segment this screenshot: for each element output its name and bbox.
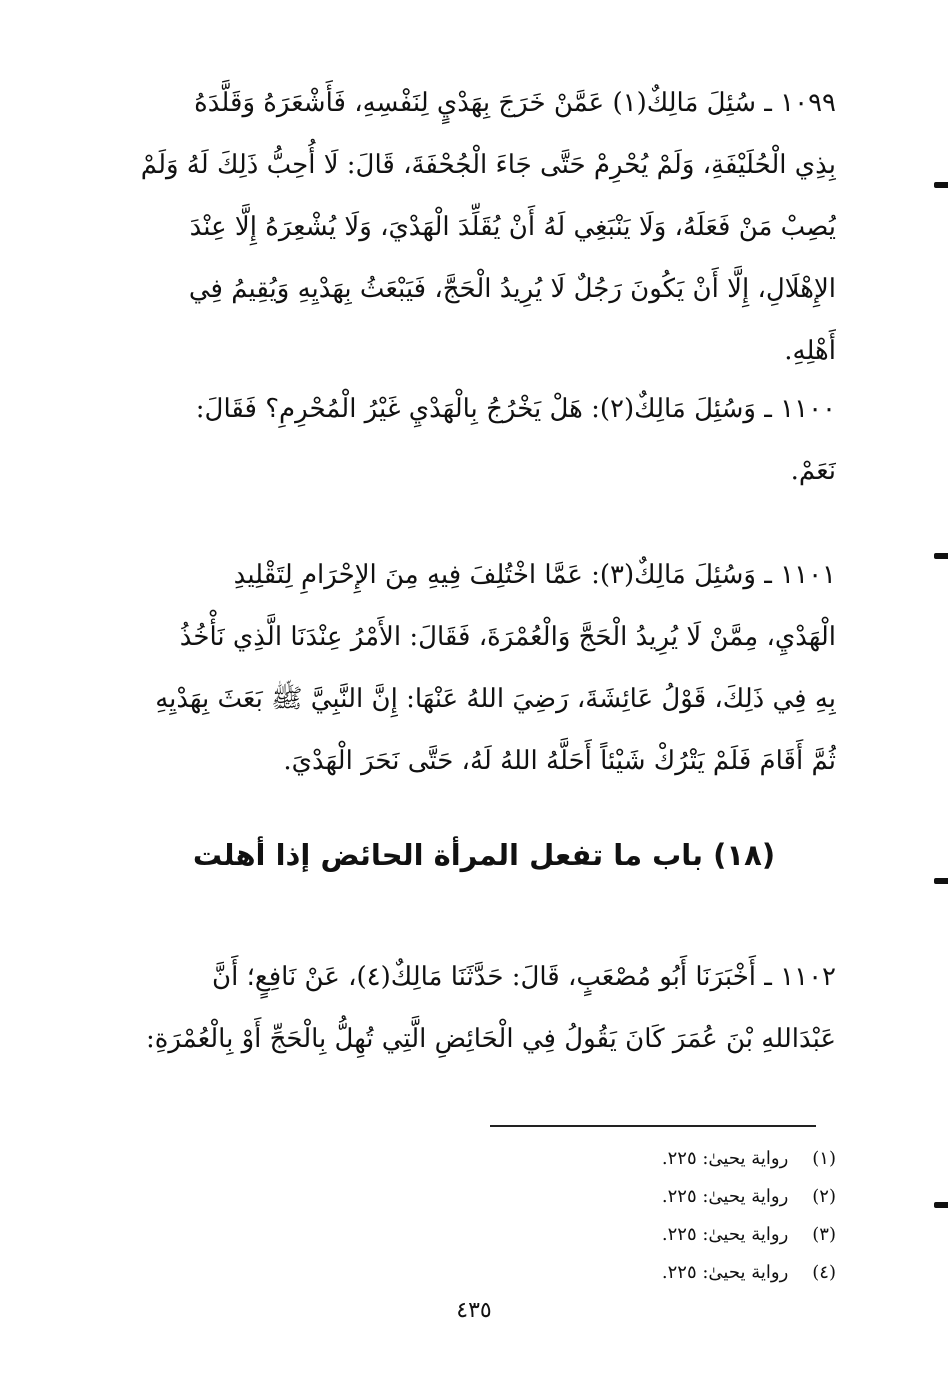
footnote-divider xyxy=(490,1125,816,1127)
footnotes xyxy=(560,1140,836,1292)
footnote-number: (٢) xyxy=(812,1186,836,1207)
page-edge-mark xyxy=(934,553,948,559)
hadith-1101 xyxy=(132,544,836,792)
text-line: يُصِبْ مَنْ فَعَلَهُ، وَلَا يَنْبَغِي لَهُ أَنْ يُقَلِّدَ الْهَدْيَ، وَلَا يُشْعِرَهُ إِلَّا عِنْدَ xyxy=(189,212,836,242)
footnote-number: (٤) xyxy=(812,1262,836,1283)
footnote-number: (١) xyxy=(812,1148,836,1169)
footnote-text: رواية يحيىٰ: ٢٢٥. xyxy=(661,1262,789,1283)
page-edge-mark xyxy=(934,878,948,884)
page-edge-mark xyxy=(934,1202,948,1208)
hadith-1102 xyxy=(132,946,836,1070)
text-line: أَهْلِهِ. xyxy=(784,336,836,366)
text-line: ثُمَّ أَقَامَ فَلَمْ يَتْرُكْ شَيْئاً أَحَلَّهُ اللهُ لَهُ، حَتَّى نَحَرَ الْهَدْيَ. xyxy=(283,746,836,776)
hadith-1100 xyxy=(132,378,836,502)
text-line: الإِهْلَالِ، إِلَّا أَنْ يَكُونَ رَجُلٌ لَا يُرِيدُ الْحَجَّ، فَيَبْعَثُ بِهَدْيِهِ وَيُقِيمُ فِي xyxy=(188,274,836,304)
text-line: الْهَدْيِ، مِمَّنْ لَا يُرِيدُ الْحَجَّ وَالْعُمْرَةَ، فَقَالَ: الأَمْرُ عِنْدَنَا الَّذِي نَأْخُذُ xyxy=(179,622,836,652)
footnote-text: رواية يحيىٰ: ٢٢٥. xyxy=(661,1224,789,1245)
text-line: نَعَمْ. xyxy=(790,456,836,486)
hadith-1099 xyxy=(132,72,836,382)
text-line: ١١٠١ ـ وَسُئِلَ مَالِكٌ(٣): عَمَّا اخْتُلِفَ فِيهِ مِنَ الإِحْرَامِ لِتَقْلِيدِ xyxy=(233,560,836,590)
footnote-item xyxy=(560,1140,836,1178)
text-line: بِهِ فِي ذَلِكَ، قَوْلُ عَائِشَةَ، رَضِيَ اللهُ عَنْهَا: إِنَّ النَّبِيَّ ﷺ بَعَثَ بِهَدْيِهِ xyxy=(155,684,836,714)
footnote-text: رواية يحيىٰ: ٢٢٥. xyxy=(661,1186,789,1207)
footnote-item xyxy=(560,1254,836,1292)
page-number: ٤٣٥ xyxy=(456,1298,492,1323)
text-line: ١١٠٠ ـ وَسُئِلَ مَالِكٌ(٢): هَلْ يَخْرُجُ بِالْهَدْيِ غَيْرُ الْمُحْرِمِ؟ فَقَالَ: xyxy=(195,394,836,424)
page-edge-mark xyxy=(934,182,948,188)
footnote-number: (٣) xyxy=(812,1224,836,1245)
footnote-text: رواية يحيىٰ: ٢٢٥. xyxy=(661,1148,789,1169)
chapter-heading: (١٨) باب ما تفعل المرأة الحائض إذا أهلت xyxy=(192,838,776,872)
text-line: ١١٠٢ ـ أَخْبَرَنَا أَبُو مُصْعَبٍ، قَالَ: حَدَّثَنَا مَالِكٌ(٤)، عَنْ نَافِعٍ؛ أَنَّ xyxy=(212,962,836,992)
footnote-item xyxy=(560,1216,836,1254)
footnote-item xyxy=(560,1178,836,1216)
text-line: بِذِي الْحُلَيْفَةِ، وَلَمْ يُحْرِمْ حَتَّى جَاءَ الْجُحْفَةَ، قَالَ: لَا أُحِبُّ ذَلِكَ لَهُ وَلَمْ xyxy=(140,150,836,180)
text-line: عَبْدَاللهِ بْنَ عُمَرَ كَانَ يَقُولُ فِي الْحَائِضِ الَّتِي تُهِلُّ بِالْحَجِّ أَوْ بِالْعُمْرَةِ: xyxy=(145,1024,836,1054)
text-line: ١٠٩٩ ـ سُئِلَ مَالِكٌ(١) عَمَّنْ خَرَجَ بِهَدْيٍ لِنَفْسِهِ، فَأَشْعَرَهُ وَقَلَّدَهُ xyxy=(194,88,836,118)
